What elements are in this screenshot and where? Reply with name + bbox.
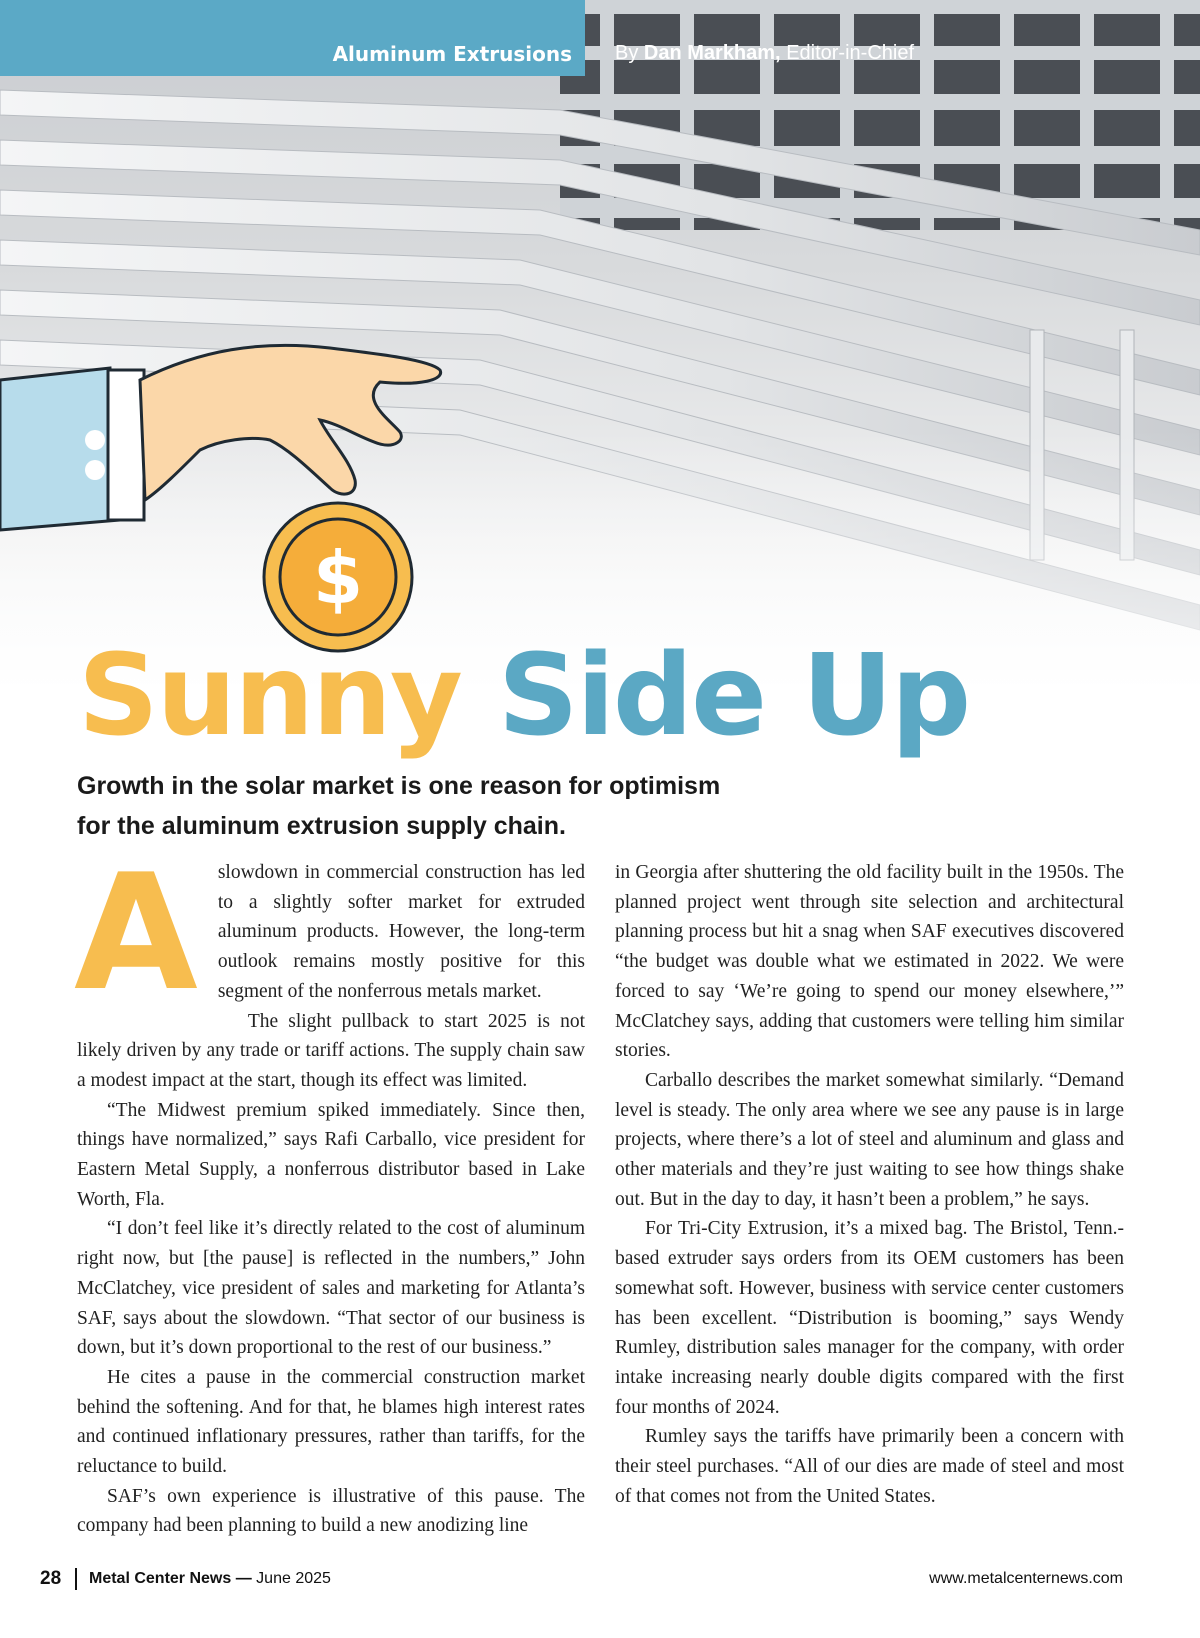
deck-line-2: for the aluminum extrusion supply chain.	[77, 812, 566, 840]
article-paragraph	[74, 839, 585, 1026]
headline-sunny: Sunny	[78, 631, 461, 761]
article-paragraph: The slight pullback to start 2025 is not likely driven by any trade or tariff actions. The supply chain saw a modest impact at the start, though its effect was limited.	[77, 1010, 585, 1091]
page-footer	[0, 1568, 1200, 1598]
article-paragraph: For Tri-City Extrusion, it’s a mixed bag. The Bristol, Tenn.-based extruder says orders from its OEM customers has been somewhat soft. However, business with service center customers has been excellent. “Distribution is booming,” says Wendy Rumley, distribution sales manager for the company, with order intake increasing nearly double digits compared with the first four months of 2024.	[615, 1218, 1124, 1418]
headline-side-up: Side Up	[497, 631, 970, 761]
article-paragraph: Rumley says the tariffs have primarily been a concern with their steel purchases. “All of our dies are made of steel and most of that comes not from the United States.	[615, 1426, 1124, 1507]
paragraph-text: slowdown in commercial construction has led to a slightly softer market for extruded aluminum products. However, the long-term outlook remains mostly positive for this segment of the nonferrous metals market.	[217, 862, 585, 1002]
headline	[78, 631, 970, 761]
article-paragraph: “The Midwest premium spiked immediately. Since then, things have normalized,” says Rafi Carballo, vice president for Eastern Metal Supply, a nonferrous distributor based in Lake Worth, Fla.	[77, 1099, 585, 1210]
byline-by: By	[615, 42, 639, 64]
article-paragraph: SAF’s own experience is illustrative of this pause. The company had been planning to build a new anodizing line	[77, 1485, 585, 1537]
article-column-left	[74, 839, 585, 1541]
article-paragraph: “I don’t feel like it’s directly related to the cost of aluminum right now, but [the pause] is reflected in the numbers,” John McClatchey, vice president of sales and marketing for Atlanta’s SAF, says about the slowdown. “That sector of our business is down, but it’s down proportional to the rest of our business.”	[77, 1218, 585, 1359]
footer-divider	[75, 1568, 77, 1590]
article-paragraph: He cites a pause in the commercial construction market behind the softening. And for that, he blames high interest rates and continued inflationary pressures, rather than tariffs, for the reluctance to build.	[77, 1366, 585, 1478]
page-number: 28	[40, 1568, 62, 1589]
article-paragraph: Carballo describes the market somewhat similarly. “Demand level is steady. The only area where we see any pause is in large projects, where there’s a lot of steel and aluminum and glass and other materials and they’re just waiting to see how things shake out. But in the day to day, it hasn’t been a problem,” he says.	[615, 1069, 1124, 1210]
publication-info	[89, 1570, 331, 1588]
author-name: Dan Markham,	[643, 42, 781, 64]
publication-url[interactable]: www.metalcenternews.com	[929, 1570, 1123, 1587]
author-role: Editor-in-Chief	[786, 42, 915, 64]
section-label: Aluminum Extrusions	[332, 42, 572, 66]
article-paragraph: in Georgia after shuttering the old facility built in the 1950s. The planned project went through site selection and architectural planning process but hit a snag when SAF executives discovered “the budget was double what we estimated in 2022. We were forced to say ‘We’re going to spend our money elsewhere,’” McClatchey says, adding that customers were telling him similar stories.	[615, 862, 1124, 1062]
article-column-right	[615, 858, 1124, 1511]
drop-cap: A	[74, 839, 198, 1026]
deck	[77, 766, 797, 846]
publication-name: Metal Center News —	[89, 1570, 252, 1587]
deck-line-1: Growth in the solar market is one reason for optimism	[77, 772, 721, 800]
issue-date: June 2025	[256, 1570, 331, 1587]
byline	[615, 42, 914, 65]
coin-symbol: $	[312, 536, 364, 620]
